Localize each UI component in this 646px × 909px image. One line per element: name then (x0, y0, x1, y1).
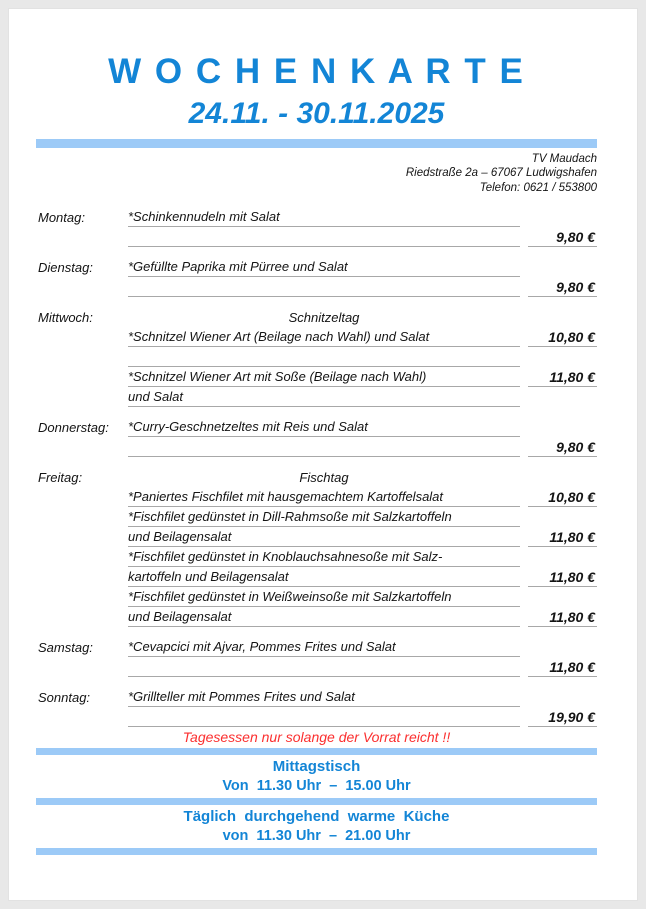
dish-text (128, 244, 520, 247)
dish-text (128, 364, 520, 367)
menu-row (36, 487, 597, 507)
menu-row (36, 527, 597, 547)
day-label (36, 725, 128, 727)
menu-row (36, 417, 597, 437)
price: 9,80 € (528, 229, 597, 247)
day-label: Sonntag: (38, 690, 91, 705)
day-label (36, 675, 128, 677)
menu-row (36, 387, 597, 407)
day-label (36, 525, 128, 527)
contact-block (36, 152, 597, 196)
dish-text: kartoffeln und Beilagensalat (128, 569, 520, 587)
page-title: W O C H E N K A R T E (108, 52, 525, 91)
price: 19,90 € (528, 709, 597, 727)
day-label: Montag: (38, 210, 85, 225)
stock-note: Tagesessen nur solange der Vorrat reicht !! (182, 729, 451, 745)
dish-text: und Beilagensalat (128, 609, 520, 627)
price (528, 566, 597, 567)
contact-phone: Telefon: 0621 / 553800 (479, 181, 597, 194)
menu-row (36, 547, 597, 567)
price: 11,80 € (528, 659, 597, 677)
day-label (36, 365, 128, 367)
menu-row (36, 587, 597, 607)
menu-row (36, 207, 597, 227)
day-label (36, 245, 128, 247)
dish-text: *Grillteller mit Pommes Frites und Salat (128, 689, 520, 707)
dish-text: *Schnitzel Wiener Art mit Soße (Beilage nach Wahl) (128, 369, 520, 387)
day-label: Donnerstag: (38, 420, 109, 435)
price (528, 276, 597, 277)
dish-text: *Paniertes Fischfilet mit hausgemachtem Kartoffelsalat (128, 489, 520, 507)
day-label (36, 455, 128, 457)
price: 11,80 € (528, 609, 597, 627)
menu-row (36, 637, 597, 657)
day-label (36, 545, 128, 547)
day-label: Mittwoch: (38, 310, 93, 325)
menu-row (36, 687, 597, 707)
menu-row (36, 257, 597, 277)
kitchen-title: Täglich durchgehend warme Küche (183, 808, 450, 825)
dish-text: *Schnitzel Wiener Art (Beilage nach Wahl) und Salat (128, 329, 520, 347)
dish-text: *Fischfilet gedünstet in Dill-Rahmsoße mit Salzkartoffeln (128, 509, 520, 527)
day-label (36, 585, 128, 587)
dish-text (128, 454, 520, 457)
day-theme-header: Schnitzeltag (288, 310, 360, 325)
menu-row (36, 307, 597, 327)
day-label (36, 625, 128, 627)
price (528, 486, 597, 487)
price (528, 406, 597, 407)
price: 9,80 € (528, 439, 597, 457)
dish-text: *Fischfilet gedünstet in Weißweinsoße mit Salzkartoffeln (128, 589, 520, 607)
menu-row (36, 507, 597, 527)
dish-text: *Cevapcici mit Ajvar, Pommes Frites und Salat (128, 639, 520, 657)
price (528, 606, 597, 607)
price: 11,80 € (528, 529, 597, 547)
dish-text: *Curry-Geschnetzeltes mit Reis und Salat (128, 419, 520, 437)
day-label (36, 565, 128, 567)
dish-text: und Salat (128, 389, 520, 407)
day-label (36, 505, 128, 507)
price (528, 706, 597, 707)
lunch-title: Mittagstisch (272, 758, 361, 775)
divider-bar-top (36, 139, 597, 148)
day-label: Dienstag: (38, 260, 93, 275)
price: 9,80 € (528, 279, 597, 297)
page-content (36, 53, 597, 855)
day-label: Samstag: (38, 640, 93, 655)
day-label: Freitag: (38, 470, 83, 485)
date-range: 24.11. - 30.11.2025 (188, 96, 445, 130)
dish-text: *Schinkennudeln mit Salat (128, 209, 520, 227)
day-label (36, 385, 128, 387)
menu-row (36, 327, 597, 347)
menu-row (36, 227, 597, 247)
day-label (36, 605, 128, 607)
contact-address: Riedstraße 2a – 67067 Ludwigshafen (405, 167, 597, 179)
price: 11,80 € (528, 369, 597, 387)
divider-bar-2 (36, 798, 597, 805)
price (528, 366, 597, 367)
menu-row (36, 347, 597, 367)
price: 11,80 € (528, 569, 597, 587)
dish-text (128, 674, 520, 677)
dish-text (128, 294, 520, 297)
price: 10,80 € (528, 489, 597, 507)
menu-row (36, 657, 597, 677)
menu-row (36, 277, 597, 297)
menu-row (36, 467, 597, 487)
lunch-hours: Von 11.30 Uhr – 15.00 Uhr (222, 778, 411, 794)
dish-text: *Gefüllte Paprika mit Pürree und Salat (128, 259, 520, 277)
menu-row (36, 367, 597, 387)
menu-row (36, 707, 597, 727)
day-theme-header: Fischtag (299, 470, 349, 485)
dish-text (128, 724, 520, 727)
price (528, 326, 597, 327)
menu-row (36, 567, 597, 587)
price (528, 526, 597, 527)
menu-table (36, 207, 597, 727)
divider-bar-1 (36, 748, 597, 755)
day-label (36, 405, 128, 407)
menu-page (8, 8, 638, 901)
price (528, 656, 597, 657)
price (528, 226, 597, 227)
price: 10,80 € (528, 329, 597, 347)
kitchen-hours: von 11.30 Uhr – 21.00 Uhr (222, 828, 411, 844)
menu-row (36, 607, 597, 627)
price (528, 436, 597, 437)
day-label (36, 295, 128, 297)
contact-name: TV Maudach (531, 152, 597, 165)
divider-bar-bottom (36, 848, 597, 855)
dish-text: *Fischfilet gedünstet in Knoblauchsahnesoße mit Salz- (128, 549, 520, 567)
menu-row (36, 437, 597, 457)
day-label (36, 345, 128, 347)
dish-text: und Beilagensalat (128, 529, 520, 547)
